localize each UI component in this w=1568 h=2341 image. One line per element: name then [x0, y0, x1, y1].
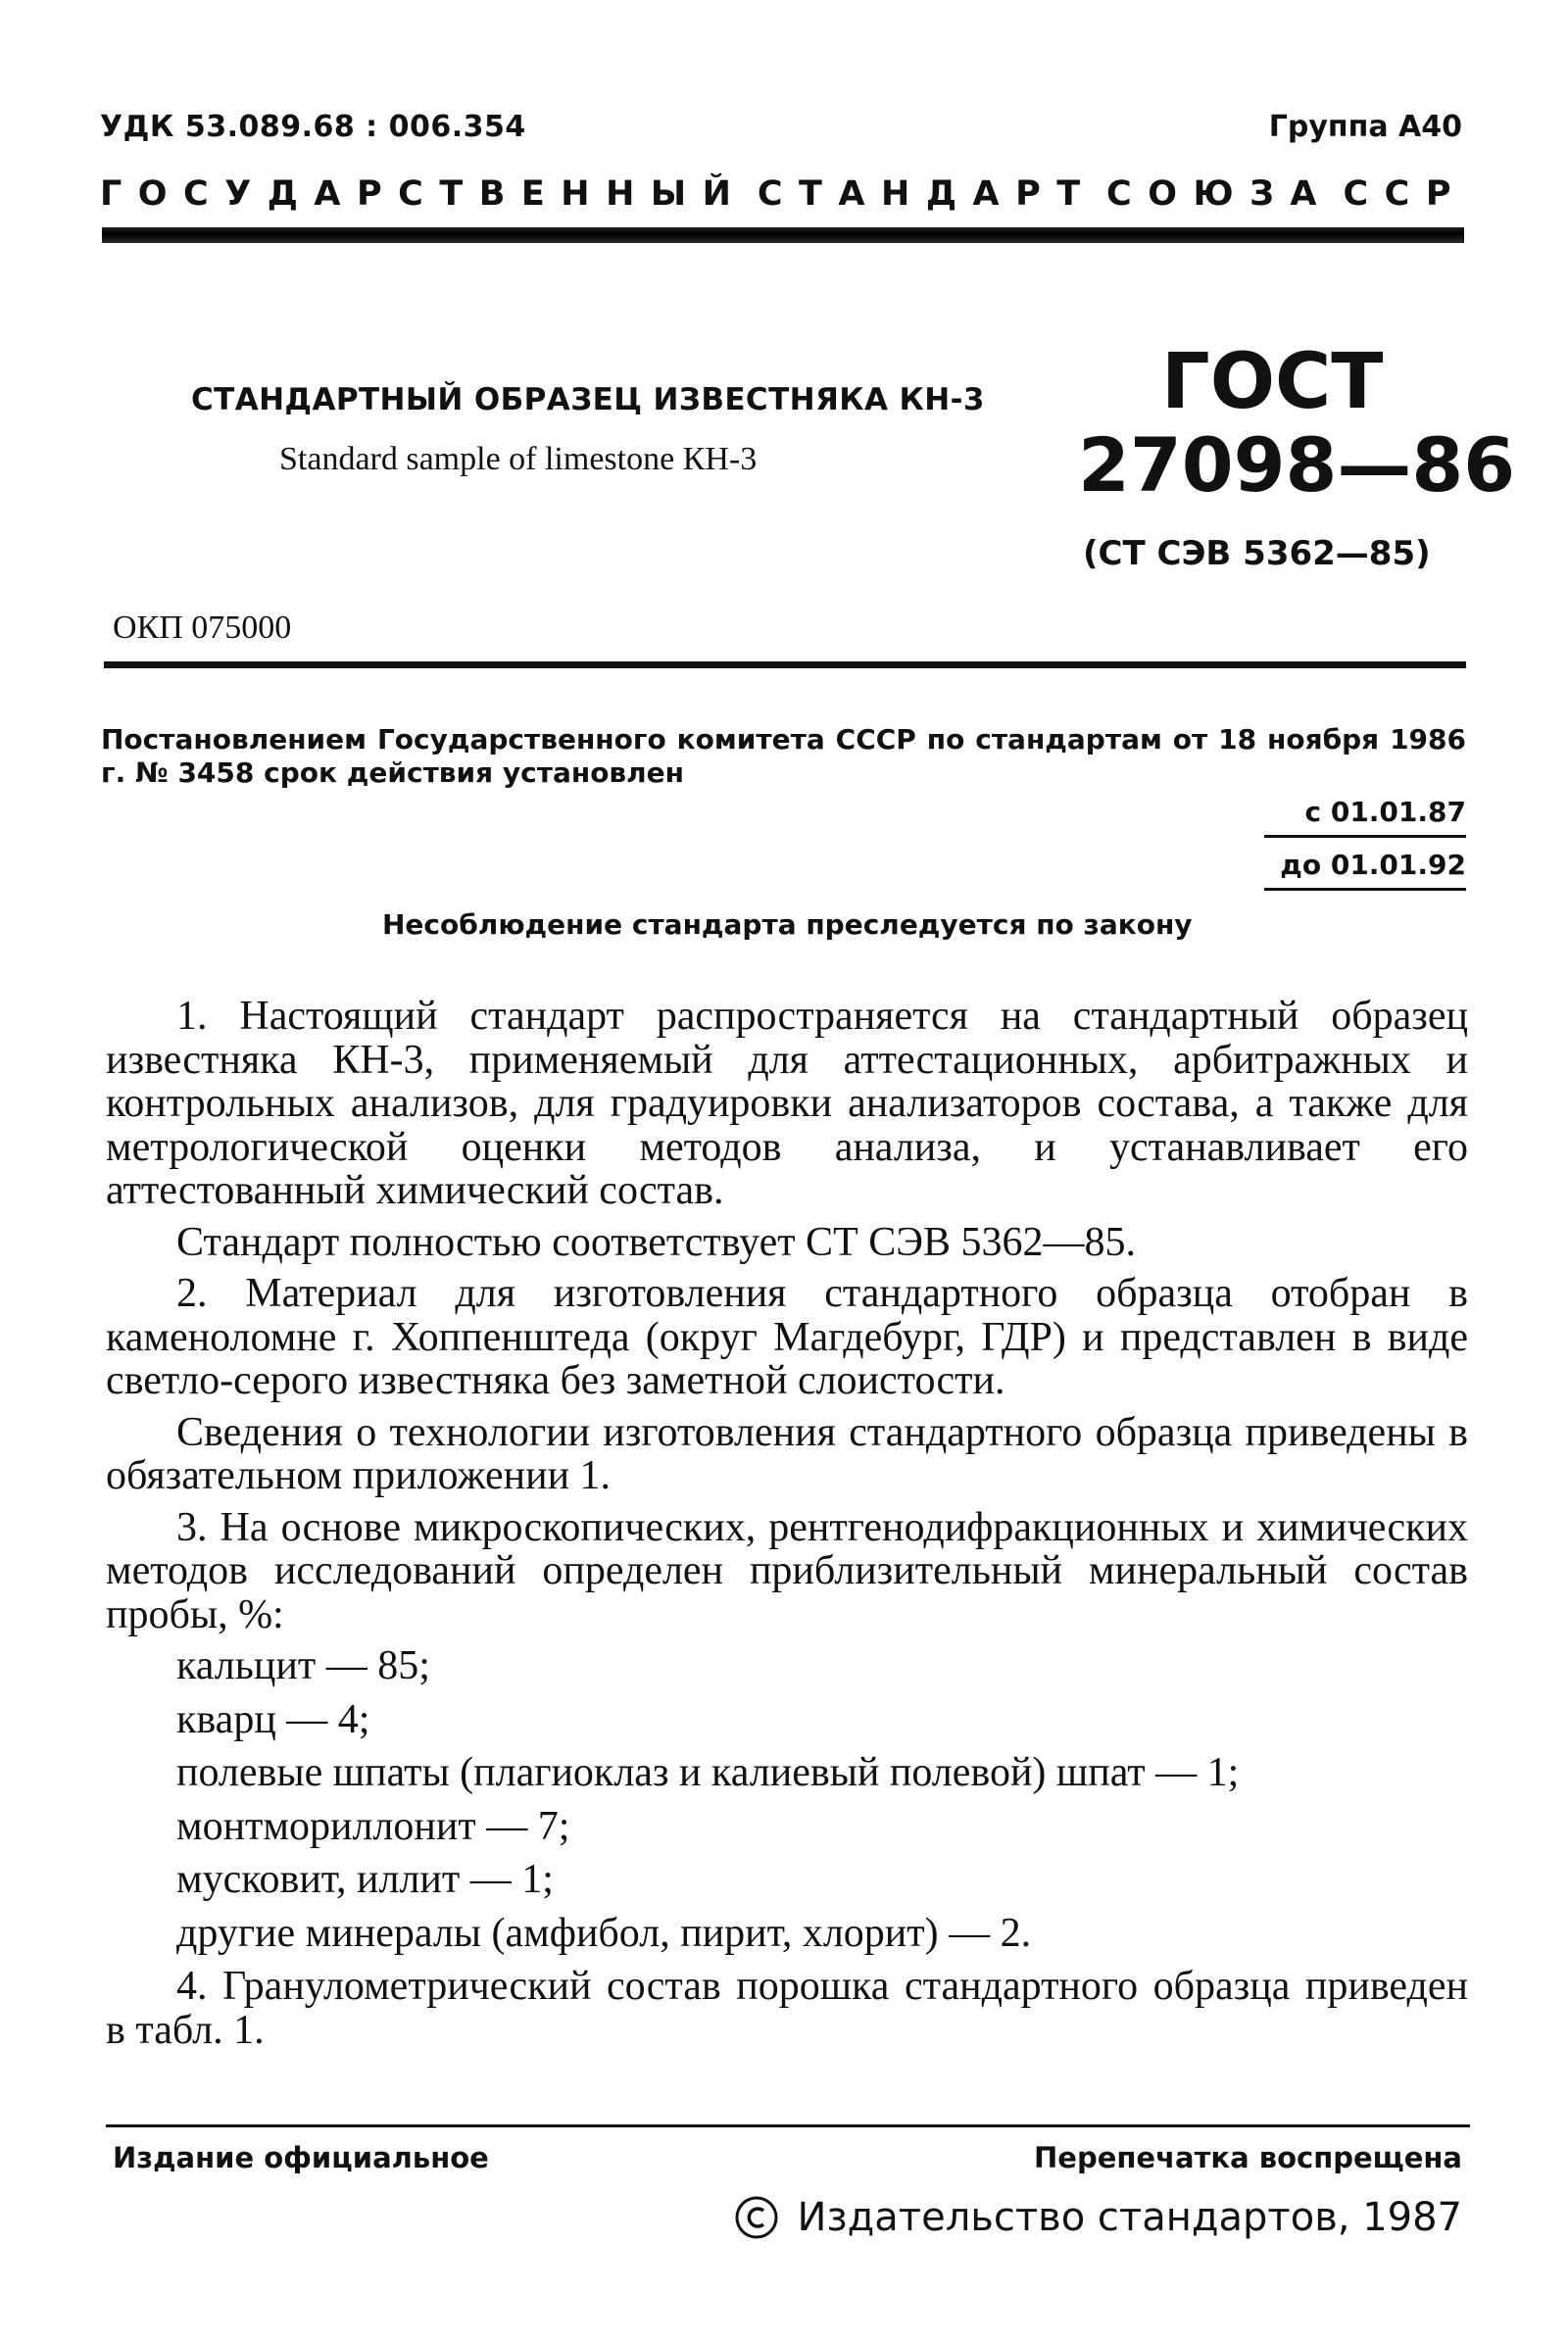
mineral-item: полевые шпаты (плагиоклаз и калиевый полевой) шпат — 1; [176, 1750, 1240, 1795]
heading-word: СОЮЗА [1106, 174, 1334, 214]
state-standard-heading [100, 174, 1467, 214]
copyright-line [734, 2195, 1462, 2240]
gost-number: 27098—86 [1078, 421, 1516, 509]
copyright-icon [734, 2195, 779, 2240]
decree-text: Постановлением Государственного комитета СССР по стандартам от 18 ноября 1986 г. № 3458 срок действия установлен [101, 723, 1466, 789]
udk-code: УДК 53.089.68 : 006.354 [100, 110, 526, 144]
mineral-item: монтмориллонит — 7; [176, 1803, 570, 1849]
mineral-item: другие минералы (амфибол, пирит, хлорит) — 2. [176, 1910, 1032, 1956]
gost-label: ГОСТ [1161, 338, 1384, 426]
paragraph: 3. На основе микроскопических, рентгенодифракционных и химических методов исследований определен приблизительный минеральный состав пробы, %: [106, 1504, 1468, 1637]
title-divider [104, 661, 1466, 668]
date-underline [1264, 888, 1466, 891]
edition-label: Издание официальное [113, 2141, 489, 2174]
standard-body [106, 995, 1468, 2060]
st-sev-reference: (СТ СЭВ 5362—85) [1083, 534, 1431, 573]
mineral-item: мусковит, иллит — 1; [176, 1857, 554, 1902]
mineral-item: кварц — 4; [176, 1696, 370, 1742]
footer-divider [106, 2124, 1470, 2127]
paragraph: Стандарт полностью соответствует СТ СЭВ 5362—85. [176, 1219, 1136, 1265]
effective-date-to: до 01.01.92 [1280, 849, 1466, 881]
heading-word: ГОСУДАРСТВЕННЫЙ [100, 174, 748, 214]
paragraph: 4. Гранулометрический состав порошка стандартного образца приведен в табл. 1. [106, 1964, 1468, 2053]
standard-title-en: Standard sample of limestone КН-3 [279, 441, 758, 477]
effective-date-from: с 01.01.87 [1304, 796, 1466, 828]
date-underline [1264, 835, 1466, 838]
header-bar-divider [102, 227, 1464, 243]
paragraph: 1. Настоящий стандарт распространяется на стандартный образец известняка КН-3, применяемый для аттестационных, арбитражных и контрольных анализов, для градуировки анализаторов состава, а также для метрологической оценки методов анализа, и устанавливает его аттестованный химический состав. [106, 994, 1468, 1213]
okp-code: ОКП 075000 [113, 610, 292, 646]
reprint-notice: Перепечатка воспрещена [1034, 2141, 1462, 2174]
paragraph: 2. Материал для изготовления стандартного образца отобран в каменоломне г. Хоппенштеда (округ Магдебург, ГДР) и представлен в виде светло-серого известняка без заметной слоистости. [106, 1271, 1468, 1403]
group-code: Группа А40 [1268, 110, 1462, 144]
copyright-text: Издательство стандартов, 1987 [797, 2195, 1462, 2240]
heading-word: СТАНДАРТ [757, 174, 1097, 214]
mineral-item: кальцит — 85; [176, 1643, 430, 1688]
paragraph: Сведения о технологии изготовления стандартного образца приведены в обязательном приложении 1. [106, 1409, 1468, 1498]
heading-word: ССР [1343, 174, 1467, 214]
law-notice: Несоблюдение стандарта преследуется по закону [382, 908, 1193, 941]
standard-title-ru: СТАНДАРТНЫЙ ОБРАЗЕЦ ИЗВЕСТНЯКА КН-3 [191, 382, 985, 417]
